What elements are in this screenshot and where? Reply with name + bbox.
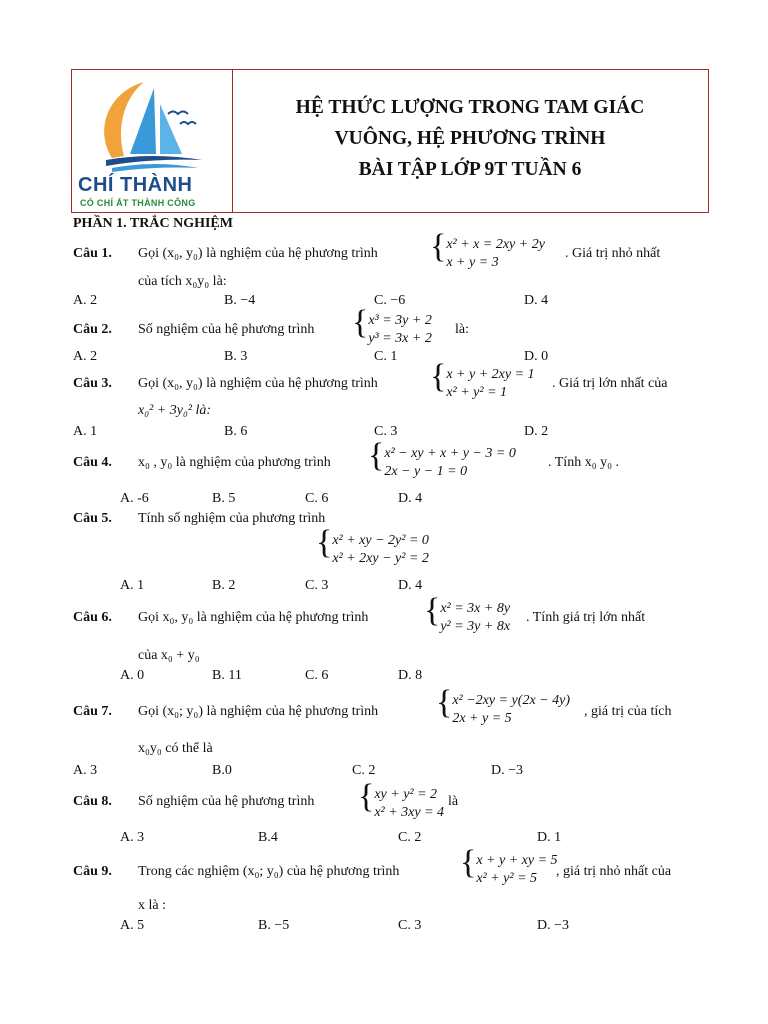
question-text: Trong các nghiệm (x₀; y₀) của hệ phương trình [138,864,400,879]
question-label: Câu 3. [73,376,112,391]
question-text: Gọi (x₀, y₀) là nghiệm của hệ phương trình [138,246,378,261]
option-c: C. −6 [374,293,406,308]
question-text: Tính số nghiệm của phương trình [138,511,326,526]
option-d: D. −3 [537,918,570,933]
brand-name: CHÍ THÀNH [78,174,193,196]
option-a: A. 5 [120,918,145,933]
option-b: B. −4 [224,293,256,308]
section-title: PHẦN 1. TRẮC NGHIỆM [73,216,233,231]
question-text-line2: của tích x₀y₀ là: [138,274,227,289]
title-line-1: HỆ THỨC LƯỢNG TRONG TAM GIÁC [295,97,645,118]
option-b: B. 2 [212,578,236,593]
option-c: C. 3 [305,578,329,593]
option-a: A. 1 [73,424,98,439]
question-label: Câu 1. [73,246,112,261]
equation-system: {x² = 3x + 8y y² = 3y + 8x [424,592,511,634]
question-text: Gọi x₀, y₀ là nghiệm của hệ phương trình [138,610,369,625]
option-d: D. 2 [524,424,549,439]
option-d: D. 0 [524,349,549,364]
option-a: A. 3 [73,763,98,778]
option-d: D. 4 [524,293,549,308]
title-line-3: BÀI TẬP LỚP 9T TUẦN 6 [358,159,582,180]
option-a: A. 2 [73,293,98,308]
sailboat-logo-icon [72,70,230,174]
title-line-2: VUÔNG, HỆ PHƯƠNG TRÌNH [334,128,606,149]
option-c: C. 6 [305,491,329,506]
option-b: B. 6 [224,424,248,439]
equation-system: {x² + xy − 2y² = 0 x² + 2xy − y² = 2 [316,524,429,566]
question-text: Gọi (x₀, y₀) là nghiệm của hệ phương trình [138,376,378,391]
option-a: A. 0 [120,668,145,683]
page-title [232,92,708,185]
option-b: B. 5 [212,491,236,506]
header-box [71,69,709,213]
equation-system: {x + y + 2xy = 1 x² + y² = 1 [430,358,535,400]
question-label: Câu 9. [73,864,112,879]
question-text-end: . Tính x₀ y₀ . [548,455,619,470]
logo [72,70,233,212]
option-c: C. 2 [398,830,422,845]
question-text: Gọi (x₀; y₀) là nghiệm của hệ phương trình [138,704,379,719]
equation-system: {x² − xy + x + y − 3 = 0 2x − y − 1 = 0 [368,437,516,479]
option-a: A. 2 [73,349,98,364]
option-d: D. 4 [398,491,423,506]
equation-system: {x + y + xy = 5 x² + y² = 5 [460,844,558,886]
option-b: B. −5 [258,918,290,933]
brand-slogan: CÓ CHÍ ẮT THÀNH CÔNG [80,198,196,208]
question-label: Câu 2. [73,322,112,337]
option-d: D. 1 [537,830,562,845]
equation-system: {x² −2xy = y(2x − 4y) 2x + y = 5 [436,684,570,726]
option-c: C. 3 [398,918,422,933]
question-label: Câu 7. [73,704,112,719]
option-d: D. 4 [398,578,423,593]
option-c: C. 6 [305,668,329,683]
question-text-line2: của x₀ + y₀ [138,648,200,663]
question-text-end: . Giá trị lớn nhất của [552,376,668,391]
option-d: D. −3 [491,763,524,778]
option-c: C. 2 [352,763,376,778]
option-b: B.4 [258,830,278,845]
question-text-end: , giá trị của tích [584,704,672,719]
question-text: Số nghiệm của hệ phương trình [138,794,315,809]
question-text-line2: x₀² + 3y₀² là: [138,403,212,418]
option-a: A. 3 [120,830,145,845]
equation-system: {x² + x = 2xy + 2y x + y = 3 [430,228,545,270]
question-label: Câu 5. [73,511,112,526]
option-b: B.0 [212,763,232,778]
equation-system: {xy + y² = 2 x² + 3xy = 4 [358,778,445,820]
question-text-end: là: [455,322,469,337]
option-b: B. 11 [212,668,242,683]
question-text-end: , giá trị nhỏ nhất của [556,864,672,879]
option-c: C. 3 [374,424,398,439]
question-label: Câu 4. [73,455,112,470]
option-a: A. -6 [120,491,149,506]
question-text-line2: x là : [138,898,166,913]
question-label: Câu 8. [73,794,112,809]
question-text-end: . Tính giá trị lớn nhất [526,610,646,625]
option-d: D. 8 [398,668,423,683]
option-a: A. 1 [120,578,145,593]
equation-system: {x³ = 3y + 2 y³ = 3x + 2 [352,304,432,346]
question-text-end: là [448,794,459,809]
question-text-line2: x₀y₀ có thể là [138,741,213,756]
question-text: Số nghiệm của hệ phương trình [138,322,315,337]
question-text: x₀ , y₀ là nghiệm của phương trình [138,455,331,470]
option-b: B. 3 [224,349,248,364]
question-label: Câu 6. [73,610,112,625]
question-text-end: . Giá trị nhỏ nhất [565,246,661,261]
option-c: C. 1 [374,349,398,364]
